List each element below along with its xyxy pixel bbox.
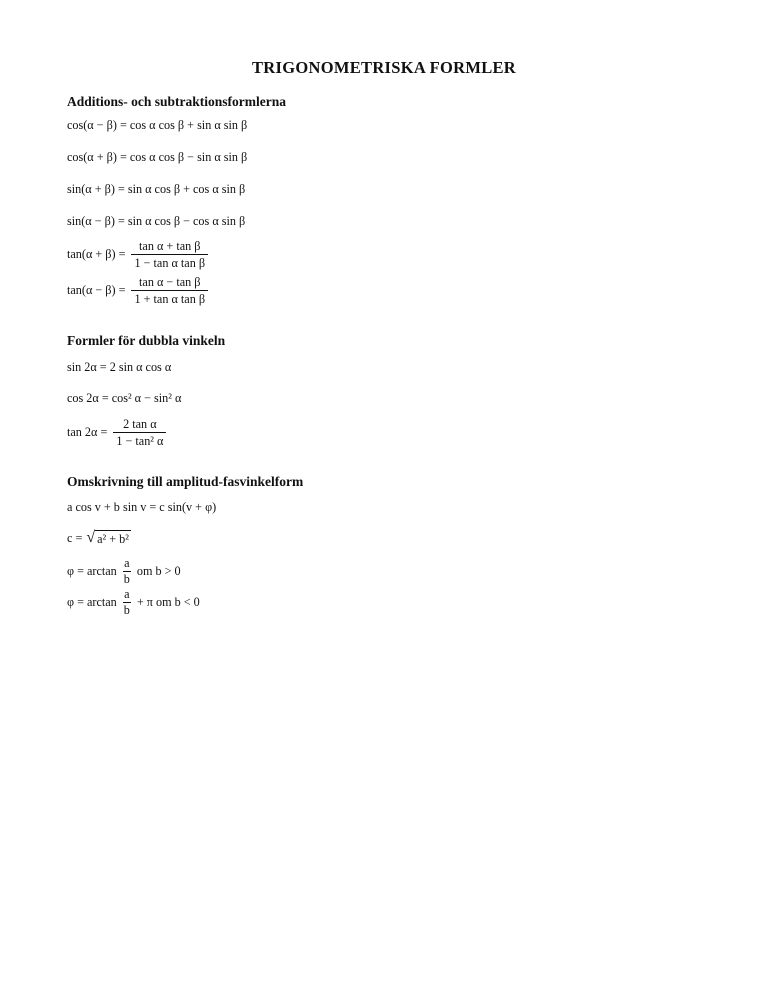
fraction-denominator: 1 + tan α tan β — [131, 290, 208, 306]
fraction — [113, 417, 166, 448]
fraction — [123, 557, 131, 586]
fraction — [131, 239, 208, 270]
formula-cos-diff: cos(α − β) = cos α cos β + sin α sin β — [67, 118, 248, 132]
fraction-denominator: 1 − tan α tan β — [131, 254, 208, 270]
formula-phase-positive — [67, 557, 181, 586]
formula-amplitude-phase: a cos v + b sin v = c sin(v + φ) — [67, 500, 217, 514]
sqrt-icon: √ — [86, 529, 96, 546]
formula-cos-sum: cos(α + β) = cos α cos β − sin α sin β — [67, 150, 248, 164]
fraction-numerator: tan α + tan β — [139, 239, 201, 253]
section-heading-addition: Additions- och subtraktionsformlerna — [67, 94, 287, 109]
fraction-numerator: a — [124, 556, 130, 570]
sqrt-radicand: a² + b² — [97, 532, 129, 546]
formula-sin-double: sin 2α = 2 sin α cos α — [67, 360, 172, 374]
fraction-numerator: 2 tan α — [123, 417, 157, 431]
formula-tan-diff — [67, 275, 210, 306]
formula-lhs: tan(α + β) = — [67, 247, 126, 261]
fraction — [131, 275, 208, 306]
formula-cos-double: cos 2α = cos² α − sin² α — [67, 391, 182, 405]
section-heading-double-angle: Formler för dubbla vinkeln — [67, 333, 226, 348]
formula-lhs: tan 2α = — [67, 425, 108, 439]
formula-lhs: c = — [67, 530, 83, 545]
formula-amplitude — [67, 530, 131, 546]
fraction-numerator: a — [124, 587, 130, 601]
fraction-denominator: b — [123, 572, 130, 586]
formula-condition: + π om b < 0 — [136, 595, 200, 609]
fraction-numerator: tan α − tan β — [139, 275, 201, 289]
formula-condition: om b > 0 — [136, 564, 181, 578]
fraction-denominator: b — [123, 603, 130, 617]
formula-tan-sum — [67, 239, 210, 270]
formula-phase-negative — [67, 588, 200, 617]
formula-sin-diff: sin(α − β) = sin α cos β − cos α sin β — [67, 214, 246, 228]
formula-sin-sum: sin(α + β) = sin α cos β + cos α sin β — [67, 182, 246, 196]
fraction-denominator: 1 − tan² α — [113, 432, 166, 448]
page-title: TRIGONOMETRISKA FORMLER — [251, 58, 517, 77]
formula-lhs: φ = arctan — [67, 564, 117, 578]
square-root — [86, 530, 131, 546]
fraction — [123, 588, 131, 617]
formula-tan-double — [67, 417, 168, 448]
section-heading-amplitude-phase: Omskrivning till amplitud-fasvinkelform — [67, 474, 304, 489]
formula-lhs: φ = arctan — [67, 595, 117, 609]
formula-lhs: tan(α − β) = — [67, 283, 126, 297]
